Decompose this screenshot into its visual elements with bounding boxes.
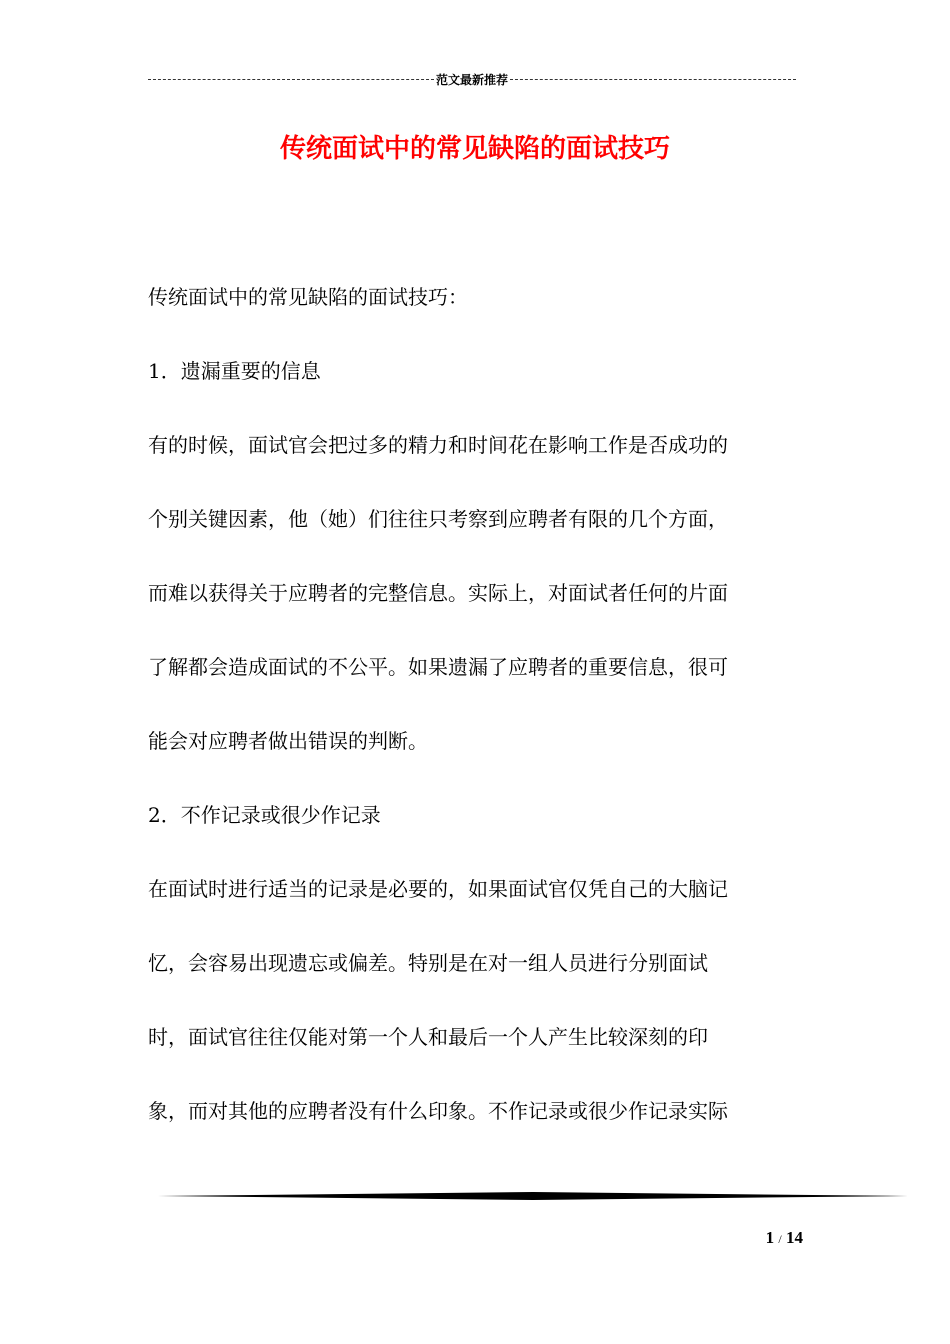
body-line: 传统面试中的常见缺陷的面试技巧： — [148, 285, 468, 309]
footer-rule — [158, 1190, 908, 1202]
document-title: 传统面试中的常见缺陷的面试技巧 — [279, 134, 670, 164]
body-line: 能会对应聘者做出错误的判断。 — [148, 729, 428, 753]
page-separator: / — [778, 1232, 782, 1246]
page-number — [700, 1228, 803, 1248]
header-dash-left — [148, 79, 434, 80]
body-line: 时，面试官往往仅能对第一个人和最后一个人产生比较深刻的印 — [148, 1025, 708, 1049]
body-line: 在面试时进行适当的记录是必要的，如果面试官仅凭自己的大脑记 — [148, 877, 728, 901]
body-line: 个别关键因素，他（她）们往往只考察到应聘者有限的几个方面， — [148, 507, 728, 531]
page-header — [148, 70, 796, 88]
total-pages: 14 — [786, 1228, 803, 1247]
current-page: 1 — [765, 1228, 775, 1247]
body-line: 了解都会造成面试的不公平。如果遗漏了应聘者的重要信息，很可 — [148, 655, 728, 679]
document-body — [148, 278, 803, 1166]
section-heading: 1．遗漏重要的信息 — [148, 359, 321, 383]
section-heading: 2．不作记录或很少作记录 — [148, 803, 381, 827]
header-dash-right — [510, 79, 796, 80]
body-line: 忆，会容易出现遗忘或偏差。特别是在对一组人员进行分别面试 — [148, 951, 708, 975]
body-line: 有的时候，面试官会把过多的精力和时间花在影响工作是否成功的 — [148, 433, 728, 457]
header-label: 范文最新推荐 — [436, 72, 509, 87]
body-line: 象，而对其他的应聘者没有什么印象。不作记录或很少作记录实际 — [148, 1099, 728, 1123]
body-line: 而难以获得关于应聘者的完整信息。实际上，对面试者任何的片面 — [148, 581, 728, 605]
